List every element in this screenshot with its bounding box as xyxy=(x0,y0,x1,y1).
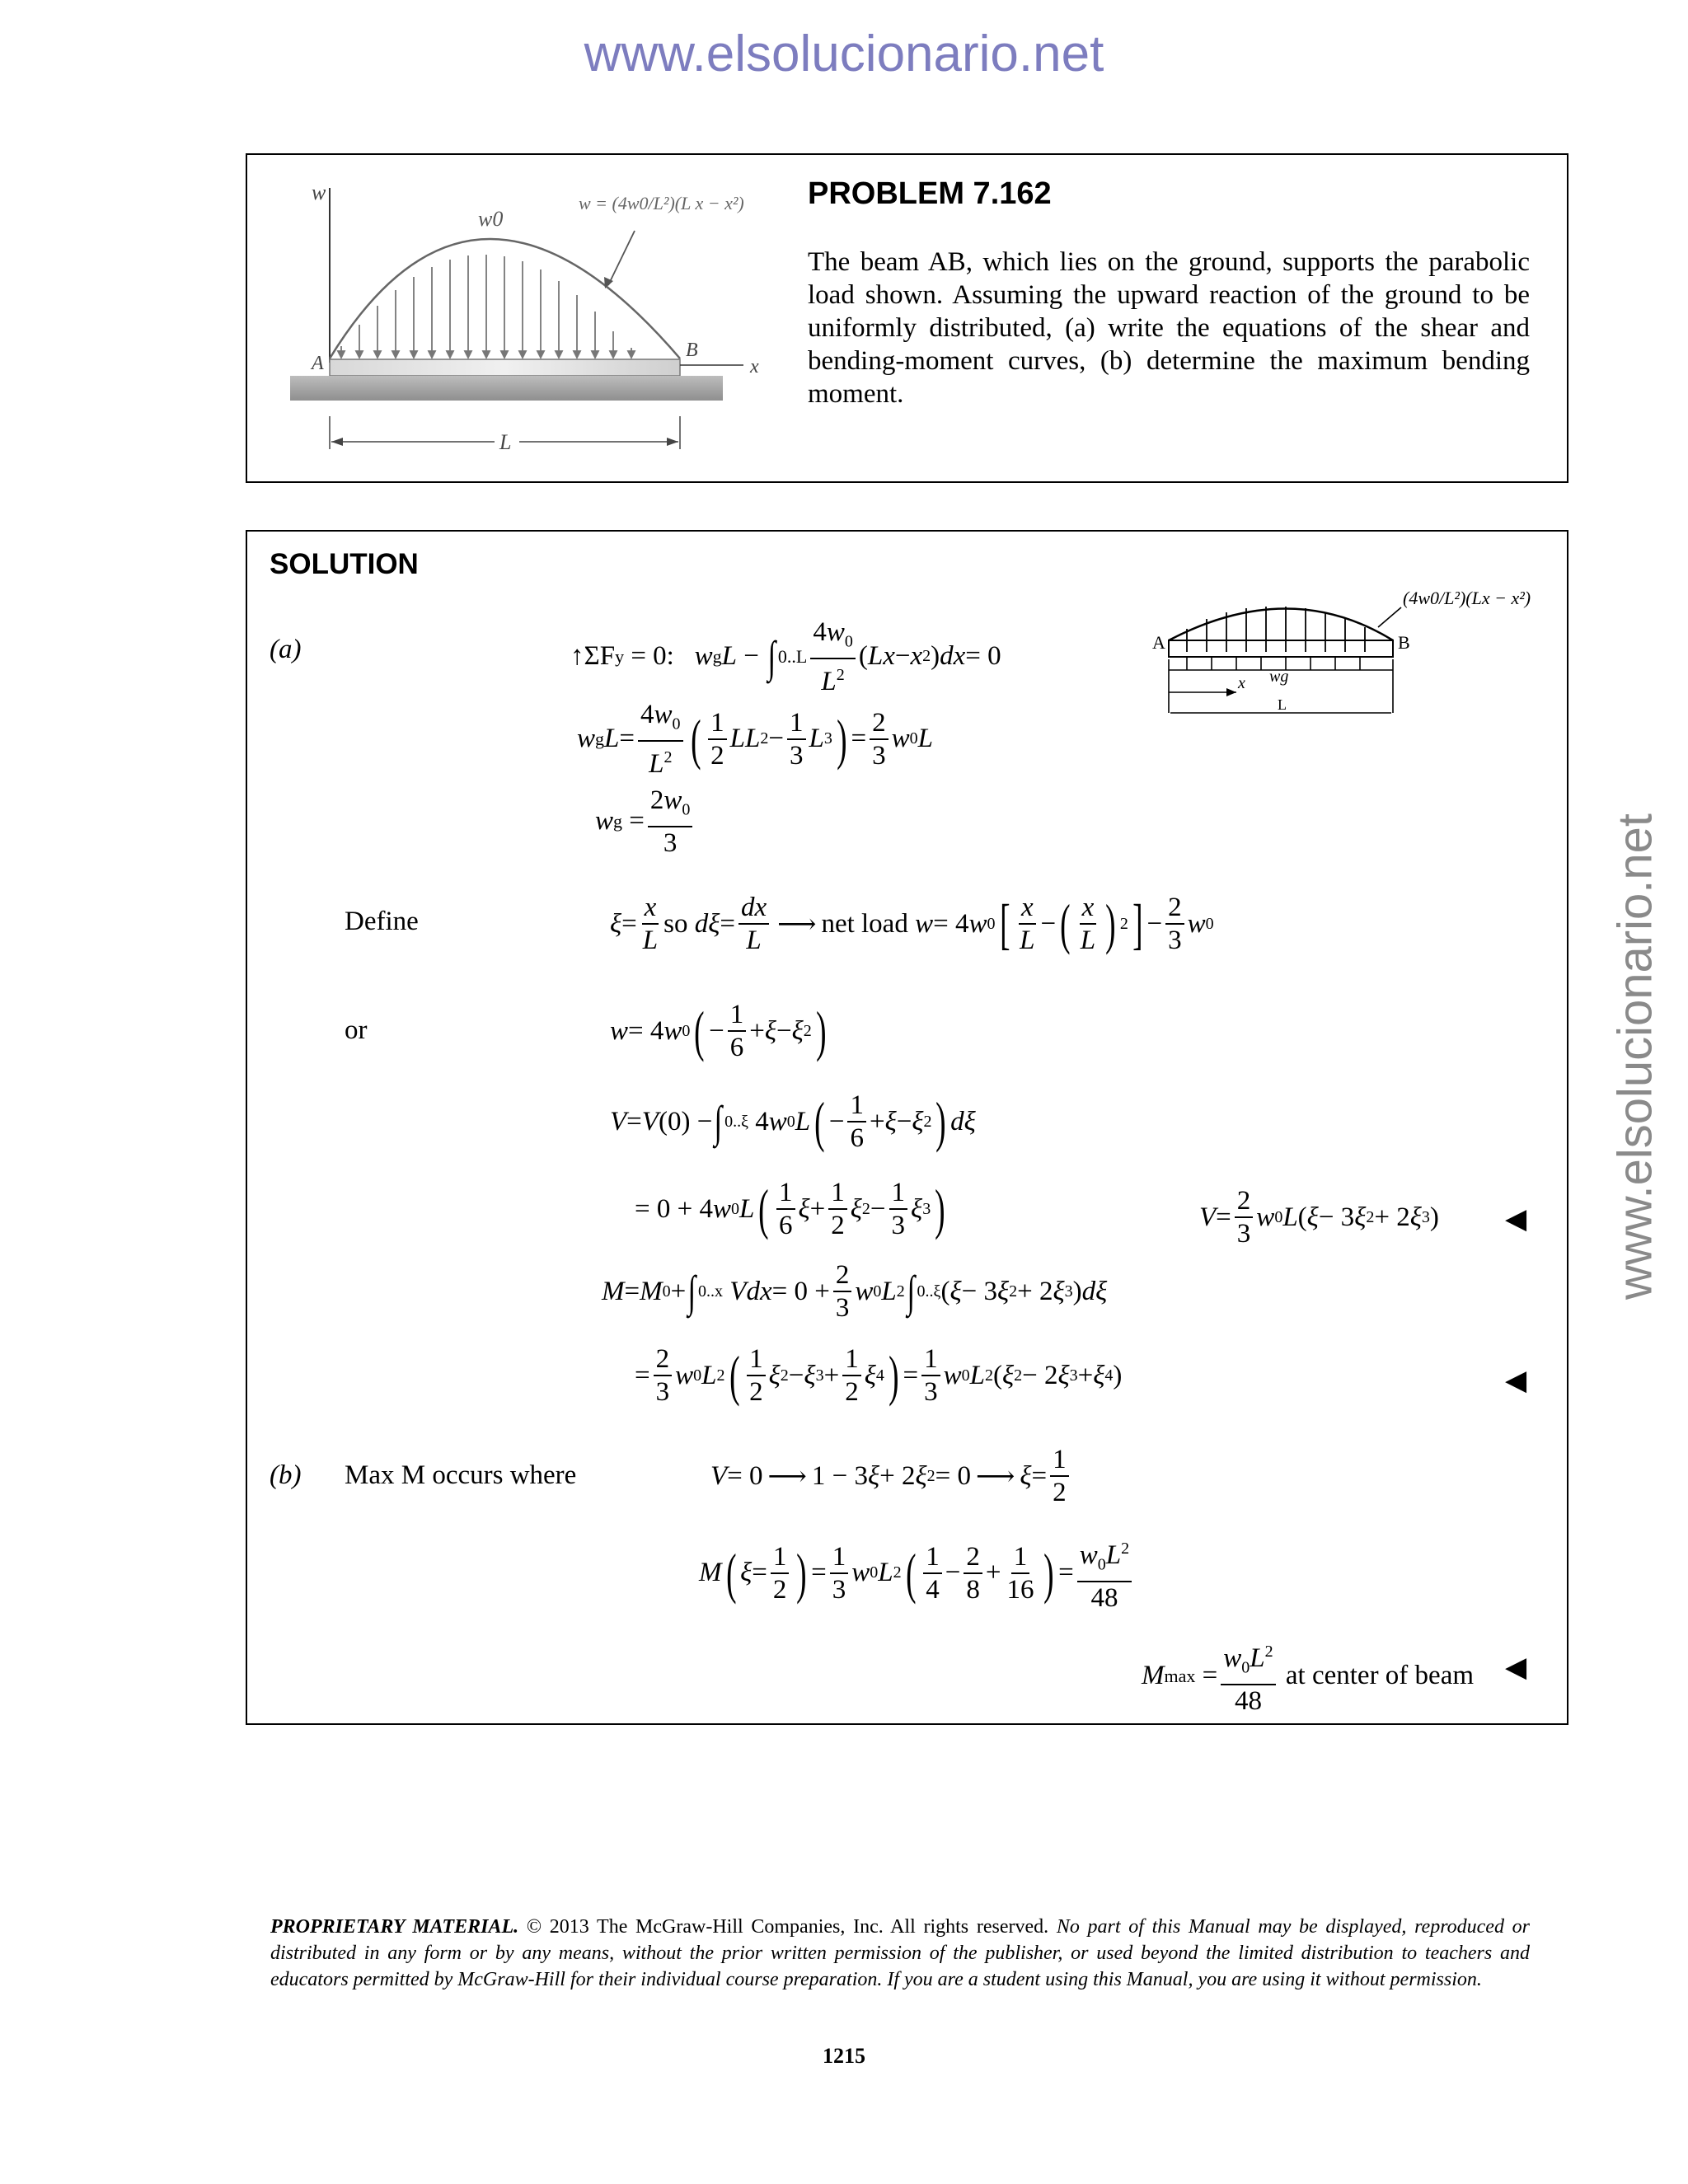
define-label: Define xyxy=(345,907,419,936)
equation-shear-eval: = 0 + 4 w 0 L ( 1 6 ξ + 1 2 ξ 2 − 1 3 ξ 3 ) xyxy=(635,1178,945,1240)
beam xyxy=(330,359,680,376)
part-b-label: (b) xyxy=(270,1460,302,1490)
equation-sum-forces: ↑ΣF y = 0: w g L − ∫ 0..L $4w_0$ $L^2$ ( Lx − x 2 ) dx = 0 xyxy=(570,617,1001,696)
label-b: B xyxy=(686,340,698,361)
equation-moment-integral: M = M 0 + ∫ 0..x Vdx = 0 + 2 3 w 0 L 2 ∫ 0..ξ ( ξ − 3 ξ 2 + 2 ξ 3 ) dξ xyxy=(602,1260,1108,1323)
solution-title: SOLUTION xyxy=(270,548,419,580)
watermark-side: www.elsolucionario.net xyxy=(1608,813,1662,1300)
equation-w-xi: w = 4 w 0 ( − 1 6 + ξ − ξ 2 ) xyxy=(610,1000,827,1062)
so-word: so xyxy=(663,908,688,939)
label-a: A xyxy=(312,353,324,374)
label-w0: w0 xyxy=(478,207,504,231)
footer-italic: No part of this Manual may be displayed, reproduced or distributed in any form or by any means, without the prior written permission of the publisher, or used beyond the limited distribution to teachers and educators permitted by McGraw-Hill for their individual course preparation. If you are a student using this Manual, you are using it without permission. xyxy=(270,1916,1530,1990)
sketch-label-x: x xyxy=(1238,674,1245,692)
part-a-label: (a) xyxy=(270,635,302,664)
sketch-formula: (4w0/L²)(Lx − x²) xyxy=(1403,588,1531,608)
page-number: 1215 xyxy=(823,2044,865,2068)
label-l: L xyxy=(499,430,512,454)
result-shear: V = 2 3 w 0 L ( ξ − 3 ξ 2 + 2 ξ 3 ) xyxy=(1199,1186,1439,1249)
problem-figure xyxy=(272,165,799,470)
sketch-label-b: B xyxy=(1398,632,1410,653)
result-max-moment: M max = $w_0L^2$ 48 at center of beam xyxy=(1142,1636,1474,1717)
answer-marker-shear: ◀ xyxy=(1505,1202,1527,1235)
max-m-text: Max M occurs where xyxy=(345,1460,577,1490)
solution-sketch xyxy=(1146,581,1533,729)
load-formula: w = (4w0/L²)(L x − x²) xyxy=(579,193,744,213)
problem-title: PROBLEM 7.162 xyxy=(808,176,1052,211)
sketch-label-l: L xyxy=(1278,696,1287,713)
equation-moment-result: = 2 3 w 0 L 2 ( 1 2 ξ 2 − ξ 3 + 1 2 ξ 4 ) = 1 3 w 0 L 2 ( ξ 2 − 2 ξ 3 + ξ 4 ) xyxy=(635,1344,1123,1407)
equation-wg: w g = $2w_0$ 3 xyxy=(595,785,696,859)
answer-marker-moment: ◀ xyxy=(1505,1364,1527,1397)
w-axis-label: w xyxy=(312,180,326,204)
x-axis-label: x xyxy=(750,356,759,377)
net-load-word: net load xyxy=(821,908,908,939)
equation-max-moment: M ( ξ = 1 2 ) = 1 3 w 0 L 2 ( 1 4 − 2 8 + 1 16 ) = $w_0L^2$ 48 xyxy=(699,1533,1135,1614)
center-of-beam-text: at center of beam xyxy=(1285,1661,1475,1691)
sketch-label-a: A xyxy=(1152,632,1165,653)
or-label: or xyxy=(345,1015,368,1045)
equation-wg-l: w g L = $4w_0$ $L^2$ ( 1 2 LL 2 − 1 3 L 3 ) = 2 3 w 0 L xyxy=(577,700,934,779)
equation-shear-integral: V = V (0) − ∫ 0..ξ 4 w 0 L ( − 1 6 + ξ − ξ 2 ) dξ xyxy=(610,1090,976,1153)
equation-define-xi: ξ = x L so dξ = dx L ⟶ net load w = 4 w 0 [ x L − ( x L ) 2 ] − 2 3 w 0 xyxy=(610,893,1214,955)
footer-notice xyxy=(270,1914,1530,1993)
footer-copyright: © 2013 The McGraw-Hill Companies, Inc. All rights reserved. xyxy=(526,1916,1049,1938)
watermark-top[interactable]: www.elsolucionario.net xyxy=(584,26,1104,82)
load-arrows xyxy=(338,255,635,358)
ground xyxy=(290,376,723,401)
problem-statement: The beam AB, which lies on the ground, supports the parabolic load shown. Assuming the upward reaction of the ground to be uniformly distributed, (a) write the equations of the shear and bending-moment curves, (b) determine the maximum bending moment. xyxy=(808,247,1530,409)
sketch-label-wg: wg xyxy=(1269,668,1289,686)
footer-bold: PROPRIETARY MATERIAL. xyxy=(270,1916,519,1938)
answer-marker-max: ◀ xyxy=(1505,1651,1527,1684)
equation-max-condition: V = 0 ⟶ 1 − 3 ξ + 2 ξ 2 = 0 ⟶ ξ = 1 2 xyxy=(710,1444,1072,1508)
